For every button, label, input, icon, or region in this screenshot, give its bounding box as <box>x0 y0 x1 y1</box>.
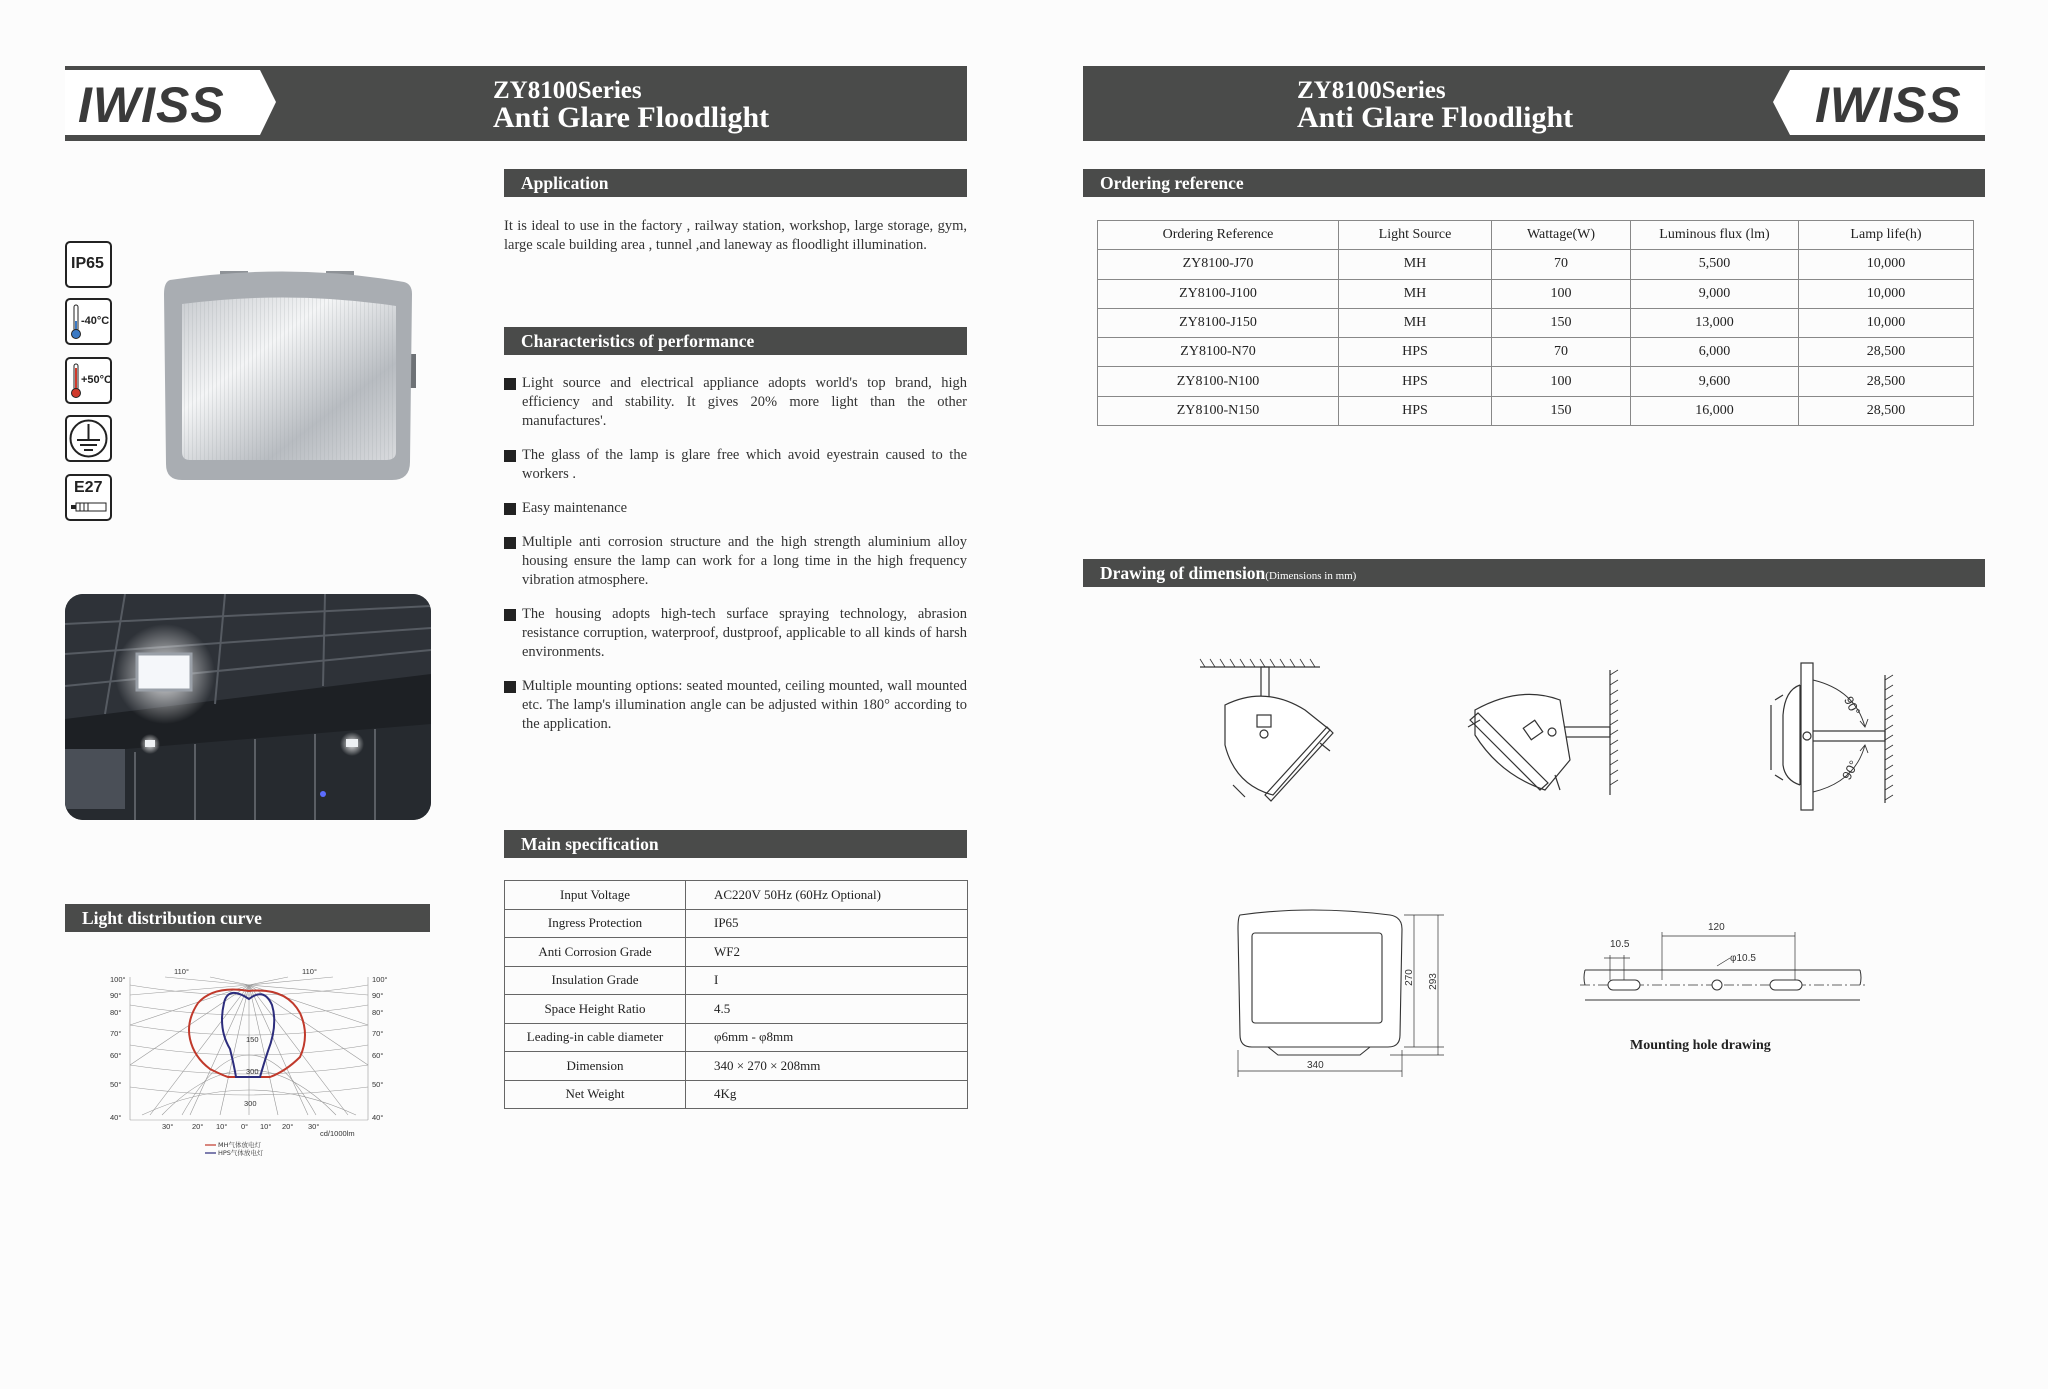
ground-symbol-icon <box>68 418 109 459</box>
left-header-title <box>493 77 770 134</box>
list-item: Light source and electrical appliance adopts world's top brand, high efficiency and stability. It gives 20% more light than the other manufactures'. <box>504 374 967 431</box>
table-cell: MH <box>1339 279 1492 308</box>
curve-radial-label: 150 <box>246 1035 259 1044</box>
main-spec-heading: Main specification <box>504 830 967 858</box>
spec-key: Dimension <box>505 1052 686 1081</box>
spec-value: φ6mm - φ8mm <box>686 1023 968 1052</box>
table-row <box>505 966 968 995</box>
right-brand-logo: IWISS <box>1815 77 1962 133</box>
table-cell: HPS <box>1339 367 1492 396</box>
table-cell: 13,000 <box>1631 308 1799 337</box>
table-row <box>1098 338 1974 367</box>
table-cell: 10,000 <box>1799 279 1974 308</box>
main-spec-table <box>504 880 968 1109</box>
curve-bottom-label: 0° <box>241 1122 249 1131</box>
characteristics-heading: Characteristics of performance <box>504 327 967 355</box>
table-row <box>505 909 968 938</box>
list-item: Multiple anti corrosion structure and the high strength aluminium alloy housing ensure the lamp can work for a long time in the high frequency vibration atmosphere. <box>504 533 967 590</box>
column-header: Light Source <box>1339 221 1492 250</box>
high-temp-icon <box>65 357 112 404</box>
curve-left-label: 60° <box>110 1051 122 1060</box>
table-cell: 9,600 <box>1631 367 1799 396</box>
curve-left-label: 70° <box>110 1029 122 1038</box>
front-view-drawing <box>1230 905 1450 1080</box>
table-cell: 150 <box>1492 308 1631 337</box>
angle-label-bottom: 90° <box>1838 757 1862 783</box>
installation-photo <box>65 594 431 820</box>
curve-bottom-label: 20° <box>282 1122 294 1131</box>
table-cell: HPS <box>1339 396 1492 425</box>
table-cell: HPS <box>1339 338 1492 367</box>
table-cell: ZY8100-N70 <box>1098 338 1339 367</box>
e27-socket-icon <box>65 474 112 521</box>
table-cell: 28,500 <box>1799 367 1974 396</box>
table-cell: ZY8100-N100 <box>1098 367 1339 396</box>
table-header-row <box>1098 221 1974 250</box>
application-text: It is ideal to use in the factory , railway station, workshop, large storage, gym, large scale building area , tunnel ,and laneway as floodlight illumination. <box>504 218 967 253</box>
e27-label: E27 <box>74 479 103 496</box>
table-cell: 150 <box>1492 396 1631 425</box>
thermometer-cold-icon <box>71 304 81 340</box>
spec-key: Space Height Ratio <box>505 995 686 1024</box>
curve-right-label: 90° <box>372 991 384 1000</box>
curve-bottom-label: 20° <box>192 1122 204 1131</box>
column-header: Wattage(W) <box>1492 221 1631 250</box>
hole-spacing-120: 120 <box>1708 922 1725 933</box>
curve-top-label-left: 110° <box>174 967 189 976</box>
table-cell: 28,500 <box>1799 338 1974 367</box>
right-header-title <box>1297 77 1574 134</box>
table-cell: 9,000 <box>1631 279 1799 308</box>
spec-value: IP65 <box>686 909 968 938</box>
table-row <box>505 1052 968 1081</box>
table-row <box>1098 250 1974 279</box>
spec-key: Net Weight <box>505 1080 686 1109</box>
hole-offset-10-5: 10.5 <box>1610 939 1630 950</box>
ceiling-mount-drawing <box>1195 655 1345 805</box>
spec-value: AC220V 50Hz (60Hz Optional) <box>686 881 968 910</box>
curve-left-label: 90° <box>110 991 122 1000</box>
thermometer-hot-icon <box>71 363 81 399</box>
right-product-title: Anti Glare Floodlight <box>1297 101 1574 134</box>
table-row <box>505 881 968 910</box>
table-row <box>505 938 968 967</box>
mounting-hole-caption: Mounting hole drawing <box>1630 1038 1771 1053</box>
list-item: The housing adopts high-tech surface spraying technology, abrasion resistance corruption, waterproof, dustproof, applicable to all kinds of harsh environments. <box>504 605 967 662</box>
table-row <box>1098 367 1974 396</box>
low-temp-label: -40°C <box>81 315 110 327</box>
spec-key: Anti Corrosion Grade <box>505 938 686 967</box>
table-cell: MH <box>1339 250 1492 279</box>
table-row <box>1098 396 1974 425</box>
spec-value: 340 × 270 × 208mm <box>686 1052 968 1081</box>
spec-key: Insulation Grade <box>505 966 686 995</box>
ip65-label: IP65 <box>71 255 104 272</box>
high-temp-label: +50°C <box>81 374 113 386</box>
table-row <box>505 1080 968 1109</box>
legend-hps: HPS气体放电灯 <box>218 1149 264 1157</box>
left-brand-logo: IWISS <box>78 77 225 133</box>
curve-left-label: 100° <box>110 975 126 984</box>
dimension-title: Drawing of dimension <box>1100 563 1266 583</box>
table-cell: ZY8100-N150 <box>1098 396 1339 425</box>
table-row <box>505 1023 968 1052</box>
height-dimension-293: 293 <box>1427 973 1439 990</box>
right-header-underline <box>1083 139 1985 141</box>
right-series-title: ZY8100Series <box>1297 77 1446 104</box>
wall-mount-drawing <box>1460 665 1630 805</box>
curve-right-label: 50° <box>372 1080 384 1089</box>
list-item: The glass of the lamp is glare free which avoid eyestrain caused to the workers . <box>504 446 967 484</box>
curve-bottom-label: 30° <box>162 1122 174 1131</box>
table-cell: ZY8100-J70 <box>1098 250 1339 279</box>
table-cell: ZY8100-J150 <box>1098 308 1339 337</box>
curve-top-label-right: 110° <box>302 967 317 976</box>
curve-unit-label: cd/1000lm <box>320 1129 355 1138</box>
curve-radial-label: 300 <box>246 1067 259 1076</box>
table-cell: 16,000 <box>1631 396 1799 425</box>
spec-value: I <box>686 966 968 995</box>
list-item: Multiple mounting options: seated mounted, ceiling mounted, wall mounted etc. The lamp's illumination angle can be adjusted within 180° according to the application. <box>504 677 967 734</box>
spec-key: Input Voltage <box>505 881 686 910</box>
list-item: Easy maintenance <box>504 499 967 518</box>
mounting-hole-drawing <box>1580 920 1865 1015</box>
table-row <box>505 995 968 1024</box>
table-cell: 6,000 <box>1631 338 1799 367</box>
height-dimension-270: 270 <box>1403 969 1415 986</box>
column-header: Ordering Reference <box>1098 221 1339 250</box>
ordering-table <box>1097 220 1974 426</box>
spec-value: 4Kg <box>686 1080 968 1109</box>
table-row <box>1098 279 1974 308</box>
curve-bottom-label: 10° <box>216 1122 228 1131</box>
table-cell: 10,000 <box>1799 250 1974 279</box>
product-photo <box>160 262 420 487</box>
curve-left-label: 80° <box>110 1008 122 1017</box>
characteristics-list <box>504 374 967 749</box>
left-header-underline <box>65 139 967 141</box>
spec-value: 4.5 <box>686 995 968 1024</box>
width-dimension-340: 340 <box>1307 1060 1324 1071</box>
curve-right-label: 60° <box>372 1051 384 1060</box>
table-cell: 10,000 <box>1799 308 1974 337</box>
spec-key: Leading-in cable diameter <box>505 1023 686 1052</box>
left-product-title: Anti Glare Floodlight <box>493 101 770 134</box>
curve-right-label: 40° <box>372 1113 384 1122</box>
curve-radial-label: 300 <box>244 1099 257 1108</box>
hole-diameter-10-5: φ10.5 <box>1730 953 1756 964</box>
light-distribution-chart <box>110 965 390 1170</box>
mh-curve <box>189 990 305 1078</box>
table-cell: 5,500 <box>1631 250 1799 279</box>
table-row <box>1098 308 1974 337</box>
curve-bottom-label: 30° <box>308 1122 320 1131</box>
curve-right-label: 70° <box>372 1029 384 1038</box>
table-cell: 28,500 <box>1799 396 1974 425</box>
ordering-heading: Ordering reference <box>1083 169 1985 197</box>
curve-right-label: 100° <box>372 975 388 984</box>
curve-bottom-label: 10° <box>260 1122 272 1131</box>
grounding-icon <box>65 415 112 462</box>
angle-label-top: 90° <box>1840 693 1864 719</box>
application-heading: Application <box>504 169 967 197</box>
curve-left-label: 40° <box>110 1113 122 1122</box>
curve-left-label: 50° <box>110 1080 122 1089</box>
dimension-heading <box>1083 559 1985 587</box>
table-cell: 70 <box>1492 250 1631 279</box>
ip65-icon <box>65 241 112 288</box>
table-cell: 70 <box>1492 338 1631 367</box>
legend-mh: MH气体放电灯 <box>218 1141 261 1149</box>
left-series-title: ZY8100Series <box>493 77 642 104</box>
spec-value: WF2 <box>686 938 968 967</box>
dimension-note: (Dimensions in mm) <box>1265 570 1357 582</box>
low-temp-icon <box>65 298 112 345</box>
bulb-base-icon <box>70 501 108 513</box>
table-cell: 100 <box>1492 367 1631 396</box>
table-cell: 100 <box>1492 279 1631 308</box>
column-header: Lamp life(h) <box>1799 221 1974 250</box>
light-curve-heading: Light distribution curve <box>65 904 430 932</box>
table-cell: MH <box>1339 308 1492 337</box>
spec-key: Ingress Protection <box>505 909 686 938</box>
curve-right-label: 80° <box>372 1008 384 1017</box>
column-header: Luminous flux (lm) <box>1631 221 1799 250</box>
table-cell: ZY8100-J100 <box>1098 279 1339 308</box>
side-mount-drawing <box>1755 655 1905 815</box>
